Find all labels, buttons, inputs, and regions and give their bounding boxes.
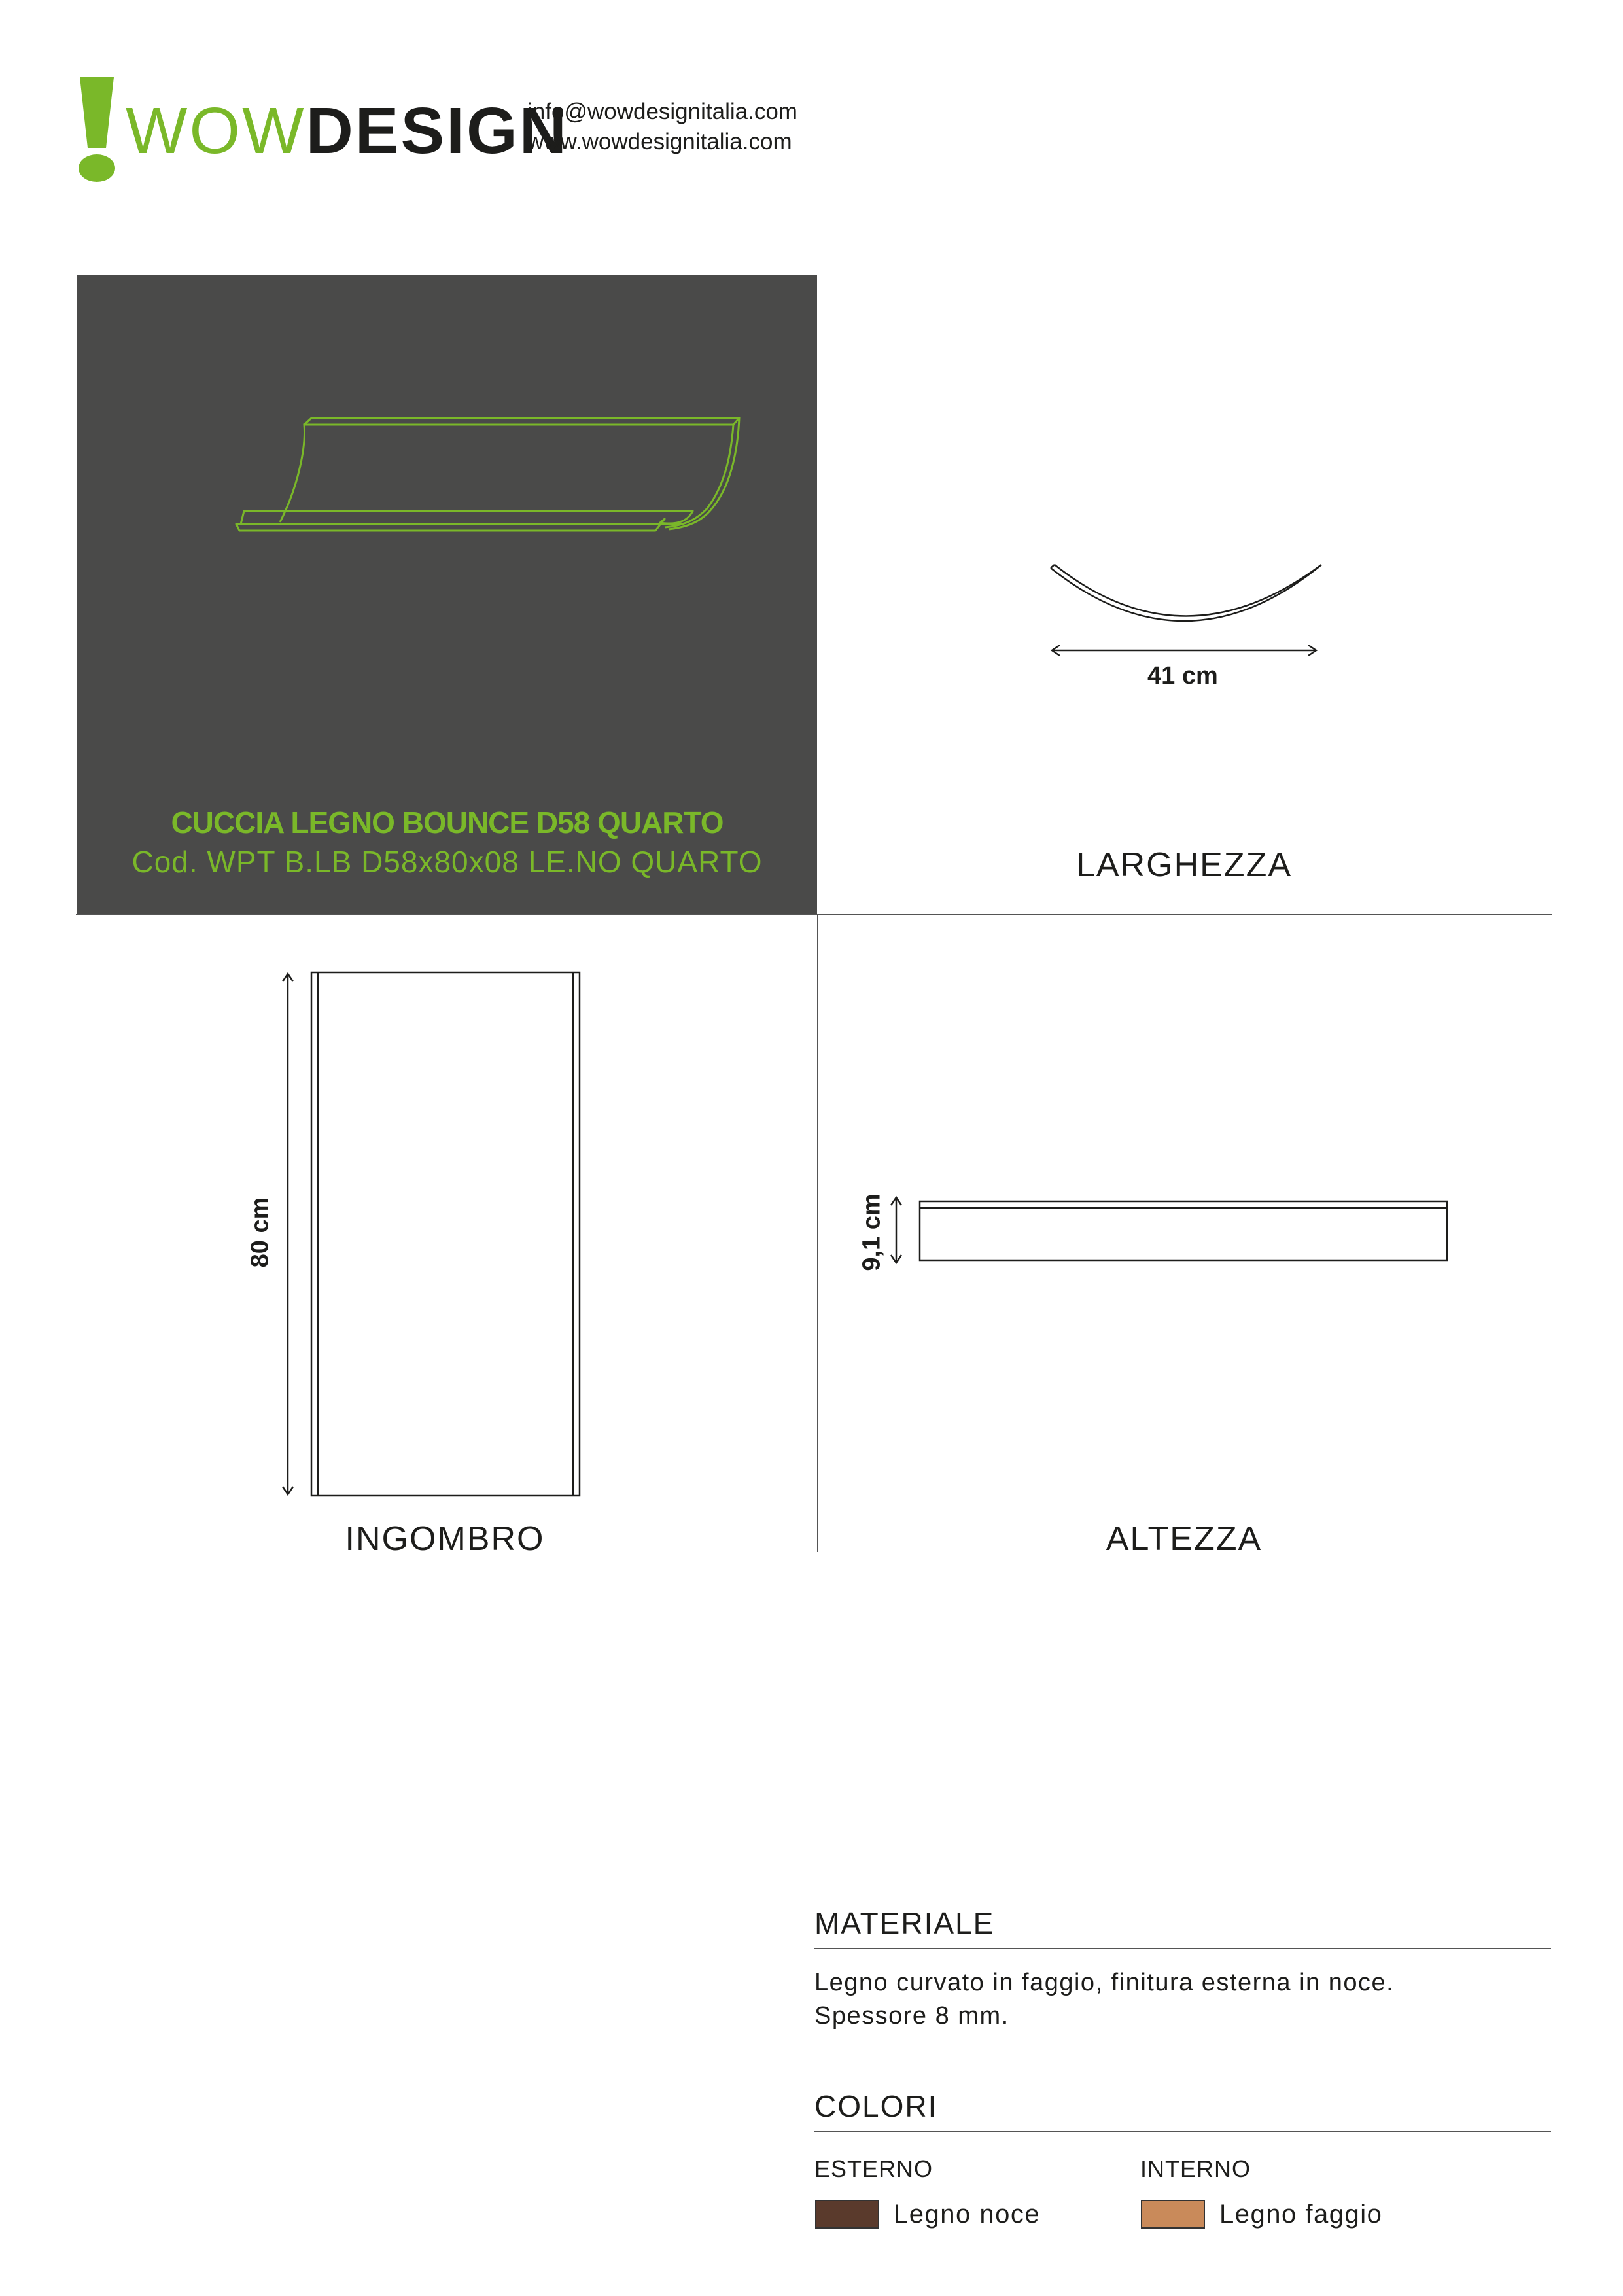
height-section-label: ALTEZZA	[1106, 1520, 1263, 1558]
interior-color-title: INTERNO	[1140, 2155, 1251, 2182]
exterior-color-name: Legno noce	[894, 2200, 1041, 2229]
width-section-label: LARGHEZZA	[1075, 846, 1293, 884]
beech-color-swatch	[1141, 2200, 1205, 2229]
footprint-section-label: INGOMBRO	[345, 1520, 545, 1558]
brand-logo-design: DESIGN	[305, 94, 568, 168]
material-heading: MATERIALE	[814, 1906, 995, 1940]
brand-logo-wow: WOW	[126, 94, 306, 168]
footprint-dimension-label: 80 cm	[246, 1197, 274, 1268]
product-illustration	[77, 275, 817, 733]
height-dimension-label: 9,1 cm	[858, 1193, 886, 1271]
contact-website[interactable]: www.wowdesignitalia.com	[527, 129, 792, 154]
width-drawing	[1040, 563, 1328, 667]
logo-exclamation-icon	[76, 77, 118, 183]
walnut-color-swatch	[815, 2200, 879, 2229]
product-name: CUCCIA LEGNO BOUNCE D58 QUARTO	[171, 805, 724, 839]
material-line-1: Legno curvato in faggio, finitura esterna in noce.	[814, 1969, 1395, 1996]
grid-divider-vertical	[817, 914, 818, 1552]
footprint-drawing	[275, 966, 589, 1502]
height-drawing	[877, 1191, 1465, 1269]
exterior-color-title: ESTERNO	[814, 2155, 934, 2182]
grid-divider-horizontal	[76, 914, 1552, 915]
contact-email[interactable]: info@wowdesignitalia.com	[527, 99, 797, 124]
material-divider	[814, 1948, 1551, 1949]
width-dimension-label: 41 cm	[1147, 662, 1218, 690]
interior-color-name: Legno faggio	[1219, 2200, 1383, 2229]
product-code: Cod. WPT B.LB D58x80x08 LE.NO QUARTO	[131, 845, 763, 879]
colors-divider	[814, 2131, 1551, 2132]
colors-heading: COLORI	[814, 2089, 938, 2123]
brand-logo	[126, 92, 568, 170]
material-line-2: Spessore 8 mm.	[814, 2002, 1009, 2030]
